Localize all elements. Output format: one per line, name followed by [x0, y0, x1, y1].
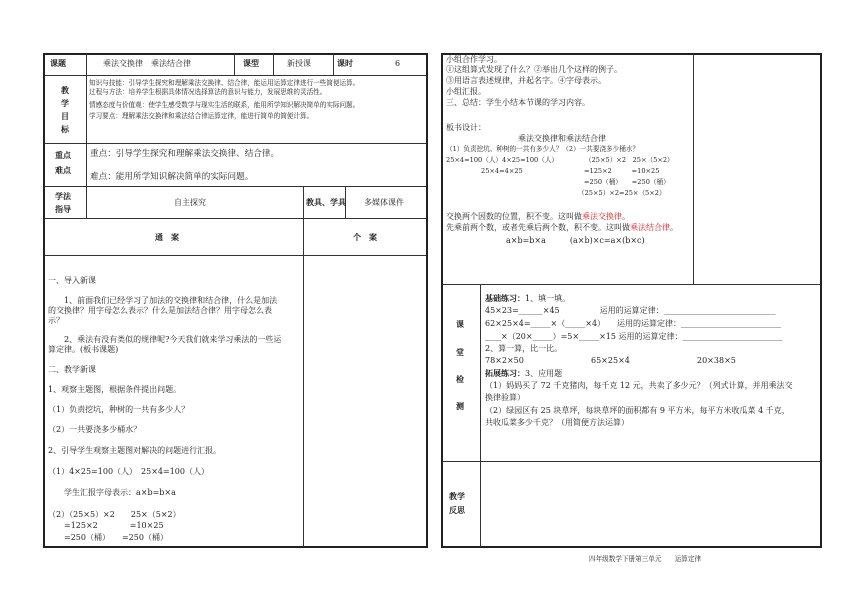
board-question: （1）负责挖坑、种树的一共有多少人？（2）一共要浇多少桶水？ [446, 145, 640, 153]
plan-line: 一、导入新课 [48, 276, 96, 285]
study-line: 三、总结：学生小结本节课的学习内容。 [446, 98, 590, 107]
plan-line: 算定律。(板书课题) [48, 345, 119, 354]
word-problem: 共收瓜菜多少千克？（用简便方法运算） [485, 418, 629, 427]
tools-label: 教具、学具 [306, 197, 346, 207]
basic-practice-heading: 基础练习：1、填一填。 [485, 293, 571, 303]
type-label: 课型 [243, 58, 259, 68]
calc-item: 20×38×5 [697, 356, 736, 365]
goals-label-char: 教 [61, 85, 69, 95]
plan-line: 2、乘法有没有类似的规律呢?今天我们就来学习乘法的一些运 [48, 335, 282, 344]
plan-line: （1）4×25=100（人） 25×4=100（人） [48, 467, 209, 476]
practice-label-char: 课 [456, 319, 464, 329]
calc-item: 65×25×4 [591, 356, 630, 365]
word-problem: （2）绿园区有 25 块草坪，每块草坪的面积都有 9 平方米，每平方米收瓜菜 4 千克， [485, 406, 790, 415]
page-footer: 四年级数学下册第三单元 运算定律 [589, 555, 702, 563]
fill-line: 62×25×4=_____×（_____×4） 运用的运算定律：_________________________ [485, 319, 782, 328]
word-problem: （1）妈妈买了 72 千克猪肉，每千克 12 元，共卖了多少元？（列式计算，并用乘法交 [485, 381, 793, 390]
plan-line: =250（桶） =250（桶） [48, 533, 168, 542]
fill-line: ____×（20×_____）=5×_____×15 运用的运算定律：_________________________ [485, 332, 783, 341]
individual-plan-header: 个 案 [353, 232, 377, 242]
plan-line: 的交换律？用字母怎么表示？什么是加法结合律？用字母怎么表 [48, 306, 272, 315]
commutative-term: 乘法交换律 [582, 212, 622, 221]
goal-line: 过程与方法：培养学生根据具体情况选择算法的意识与能力，发展思维的灵活性。 [89, 88, 327, 96]
method-label: 指导 [55, 204, 71, 214]
goal-line: 知识与技能：引导学生探究和理解乘法交换律、结合律，能运用运算定律进行一些简便运算。 [89, 79, 360, 87]
practice-label-char: 检 [456, 374, 464, 384]
board-calc: （25×5）×2 25×（5×2） [585, 156, 674, 164]
method-label: 学法 [55, 191, 71, 201]
key-point-text: 重点：引导学生探究和理解乘法交换律、结合律。 [90, 149, 280, 159]
plan-line: 2、引导学生观察主题图对解决的问题进行汇报。 [48, 446, 222, 455]
plan-line: （2）一共要浇多少桶水？ [48, 425, 142, 434]
difficulty-text: 难点：能用所学知识解决简单的实际问题。 [90, 172, 254, 182]
hours-label: 课时 [337, 58, 353, 68]
board-calc: 25×4=4×25 [481, 167, 523, 175]
practice-label-char: 测 [456, 401, 464, 411]
associative-statement: 先乘前两个数，或者先乘后两个数，积不变。这叫做乘法结合律。 [446, 223, 678, 232]
hours-value: 6 [395, 59, 401, 68]
goal-line: 情感态度与价值观：使学生感受数学与现实生活的联系，能用所学知识解决简单的实际问题。 [89, 101, 360, 109]
fill-line: 45×23=______×45 运用的运算定律：____________________________ [485, 306, 776, 315]
reflection-label: 反思 [449, 505, 465, 515]
board-label: 板书设计： [446, 123, 486, 132]
plan-line: =125×2 =10×25 [48, 521, 164, 530]
goals-label-char: 标 [61, 124, 69, 134]
study-line: 小组汇报。 [446, 87, 486, 96]
plan-line: （2）（25×5）×2 25×（5×2） [48, 510, 181, 519]
plan-line: 1、前面我们已经学习了加法的交换律和结合律，什么是加法 [48, 296, 278, 305]
formula-line: a×b=b×a (a×b)×c=a×(b×c) [506, 236, 645, 245]
common-plan-header: 通 案 [155, 232, 179, 242]
plan-line: 学生汇报字母表示：a×b=b×a [48, 488, 176, 497]
board-calc: （25×5）×2=25×（5×2） [578, 189, 666, 197]
difficulty-label: 难点 [55, 165, 71, 175]
method-value: 自主探究 [174, 198, 206, 207]
associative-term: 乘法结合律 [630, 223, 670, 232]
reflection-label: 教学 [449, 491, 465, 501]
study-line: ①这组算式发现了什么？②举出几个这样的例子。 [446, 65, 622, 74]
plan-line: 示？ [48, 316, 64, 325]
goal-line: 学习要点：理解乘法交换律和乘法结合律运算定律，能进行简单的简便计算。 [89, 112, 314, 120]
study-line: ③用语言表述规律，并起名字。④字母表示。 [446, 76, 606, 85]
goals-label-char: 目 [61, 111, 69, 121]
goals-label-char: 学 [61, 98, 69, 108]
key-label: 重点 [55, 150, 71, 160]
board-calc: =250（桶） =250（桶） [584, 178, 670, 186]
practice-label-char: 堂 [456, 347, 464, 357]
calc-item: 78×2×50 [485, 356, 524, 365]
study-line: 小组合作学习。 [446, 55, 502, 64]
word-problem: 换律验算） [485, 393, 525, 402]
board-calc: =125×2 =10×25 [584, 167, 660, 175]
topic-value: 乘法交换律 乘法结合律 [103, 59, 191, 68]
board-title: 乘法交换律和乘法结合律 [518, 134, 606, 143]
plan-line: （1）负责挖坑，种树的一共有多少人？ [48, 405, 190, 414]
tools-value: 多媒体课件 [364, 198, 404, 207]
board-calc: 25×4=100（人）4×25=100（人） [446, 156, 559, 164]
plan-line: 1、观察主题图，根据条件提出问题。 [48, 385, 182, 394]
calc-title: 2、算一算，比一比。 [485, 344, 563, 353]
type-value: 新授课 [287, 59, 311, 68]
commutative-statement: 交换两个因数的位置，积不变。这叫做乘法交换律。 [446, 212, 630, 221]
topic-label: 课题 [50, 58, 66, 68]
extension-heading: 拓展练习：3、应用题 [485, 368, 563, 378]
plan-line: 二、教学新课 [48, 365, 96, 374]
